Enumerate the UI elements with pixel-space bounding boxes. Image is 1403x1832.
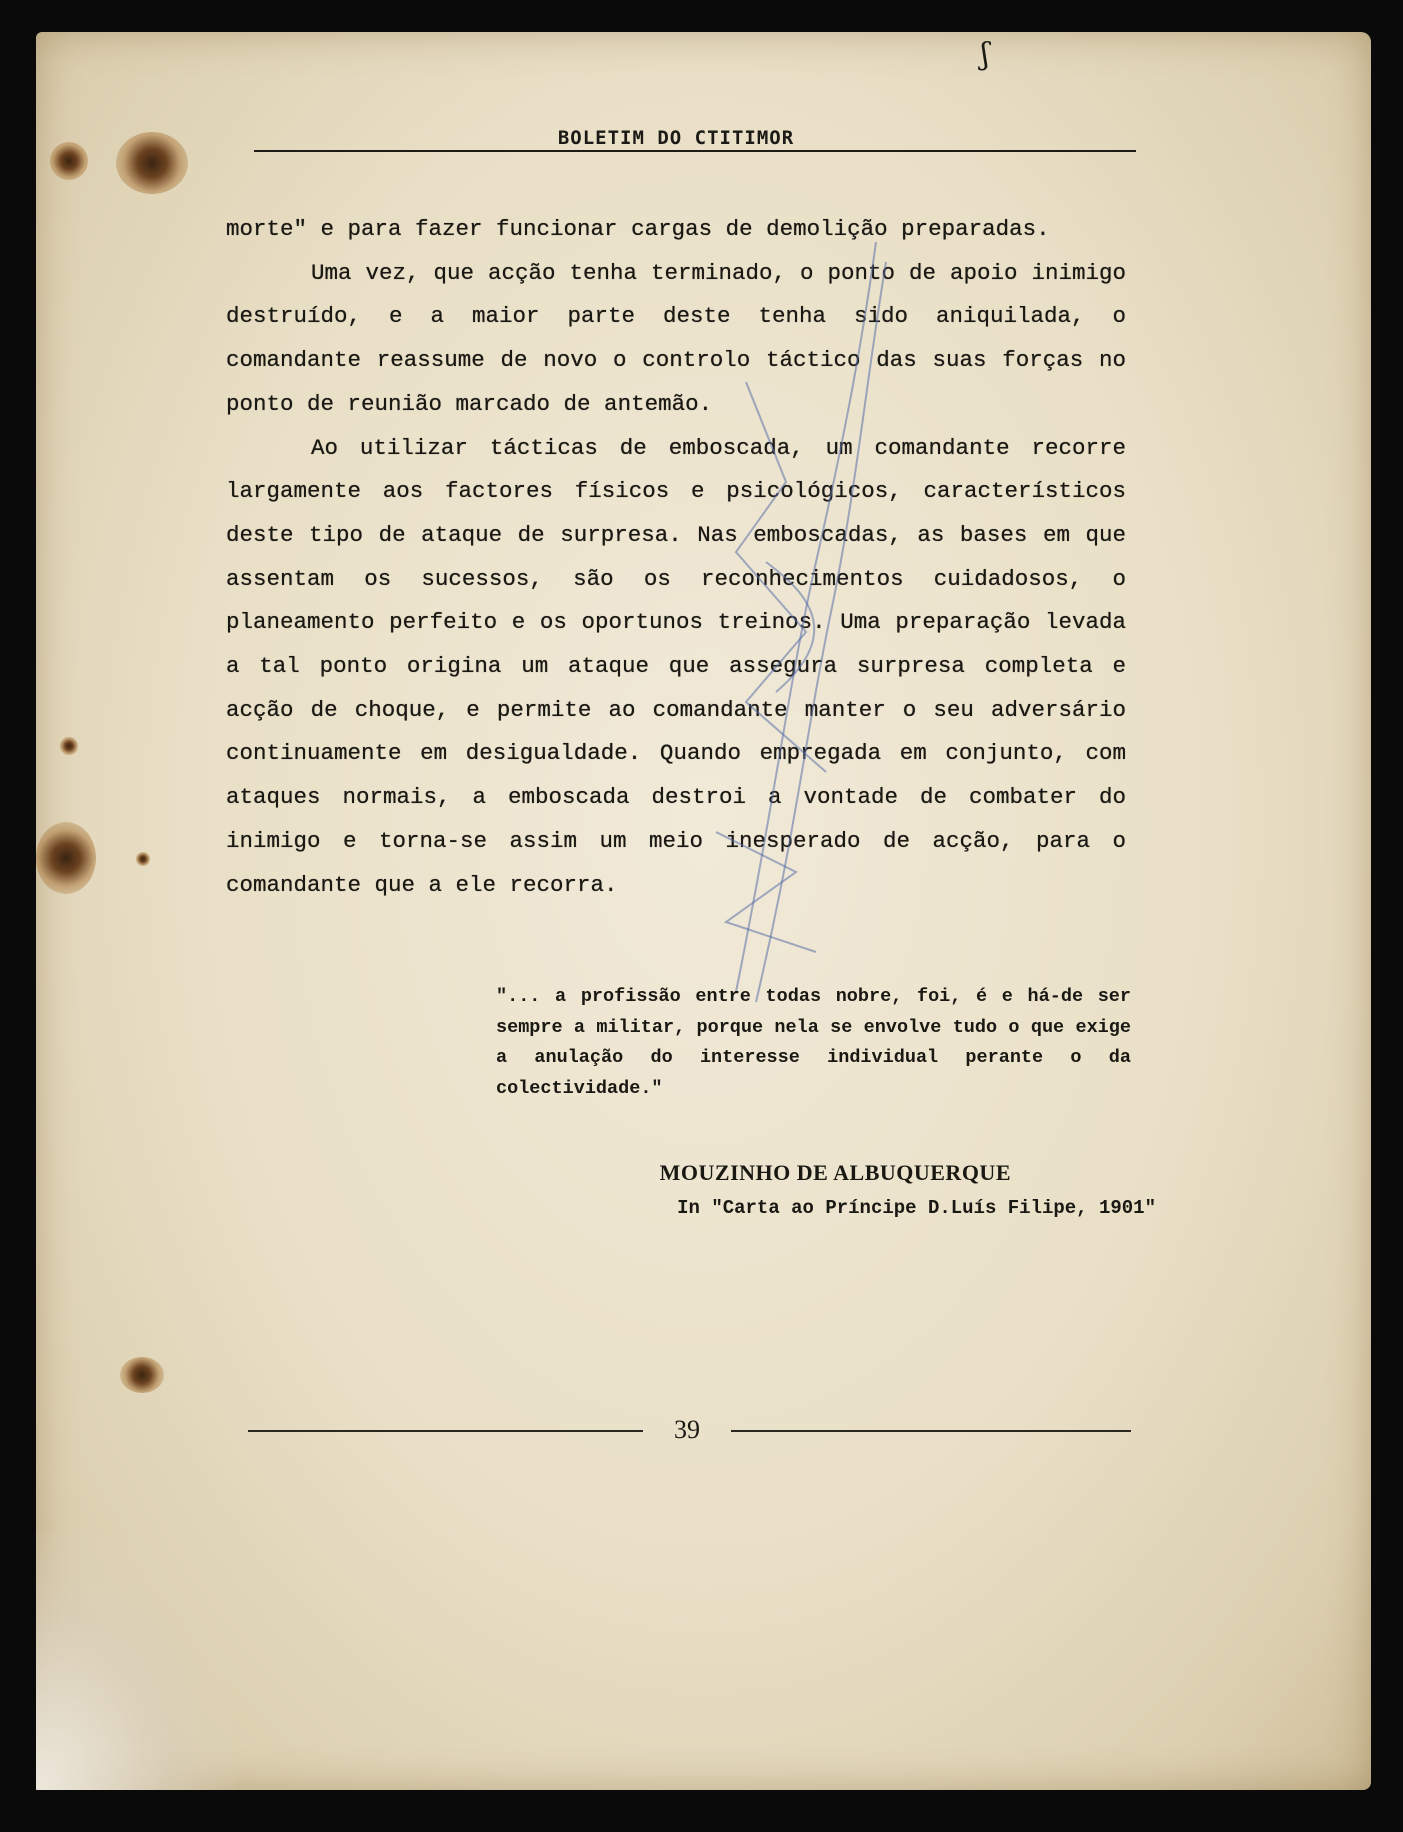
- rust-stain: [60, 737, 78, 755]
- rust-stain: [136, 852, 150, 866]
- rust-stain: [116, 132, 188, 194]
- rust-stain: [36, 822, 96, 894]
- paragraph: morte" e para fazer funcionar cargas de demolição preparadas.: [226, 216, 1050, 242]
- paragraph: Uma vez, que acção tenha terminado, o ponto de apoio inimigo destruído, e a maior parte deste tenha sido aniquilada, o comandante reassume de novo o controlo táctico das suas forças no ponto de reunião marcado de antemão.: [226, 259, 1126, 417]
- page-number: 39: [674, 1415, 700, 1444]
- torn-corner: [36, 1530, 236, 1790]
- footer-rule-left: [248, 1430, 643, 1432]
- rust-stain: [50, 142, 88, 180]
- paragraph: Ao utilizar tácticas de emboscada, um comandante recorre largamente aos factores físicos e psicológicos, característicos deste tipo de ataque de surpresa. Nas emboscadas, as bases em que assentam os sucessos, são os reconhecimentos cuidadosos, o planeamento perfeito e os oportunos treinos. Uma preparação levada a tal ponto origina um ataque que assegura surpresa completa e acção de choque, e permite ao comandante manter o seu adversário continuamente em desigualdade. Quando empregada em conjunto, com ataques normais, a emboscada destroi a vontade de combater do inimigo e torna-se assim um meio inesperado de acção, para o comandante que a ele recorra.: [226, 434, 1126, 898]
- running-header: BOLETIM DO CTITIMOR: [557, 127, 795, 149]
- footer-rule-right: [731, 1430, 1131, 1432]
- header-rule: [254, 150, 1136, 152]
- corner-mark: ʃ: [981, 37, 990, 72]
- quote-author: MOUZINHO DE ALBUQUERQUE: [659, 1160, 1011, 1185]
- rust-stain: [120, 1357, 164, 1393]
- epigraph-quote: "... a profissão entre todas nobre, foi, é e há-de ser sempre a militar, porque nela se envolve tudo o que exige a anulação do interesse individual perante o da colectividade.": [496, 986, 1131, 1099]
- body-text: [226, 208, 1126, 907]
- document-page: [36, 32, 1371, 1790]
- quote-source: In "Carta ao Príncipe D.Luís Filipe, 1901": [677, 1197, 1156, 1219]
